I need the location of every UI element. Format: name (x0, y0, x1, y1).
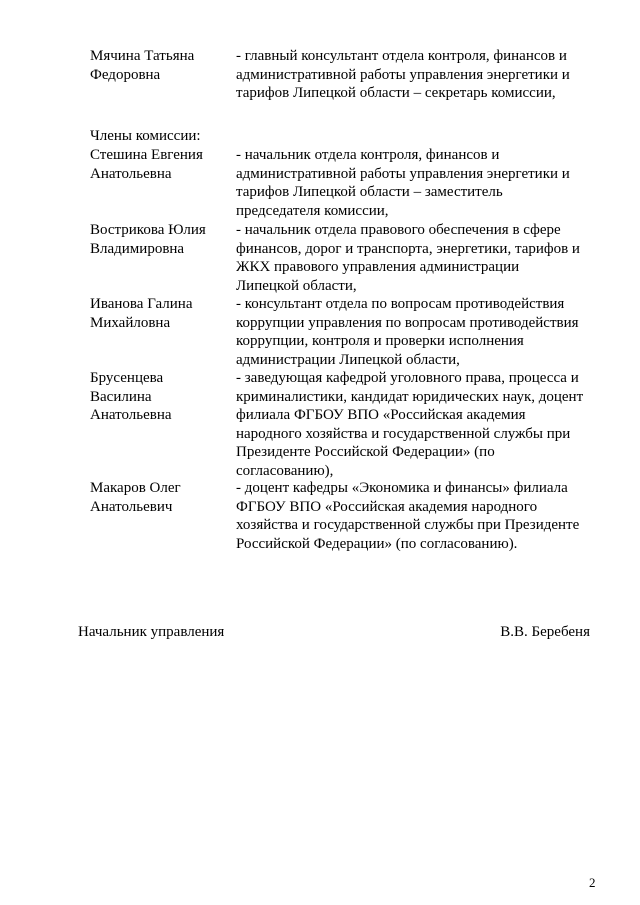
member-name: Стешина Евгения Анатольевна (90, 147, 203, 182)
members-heading: Члены комиссии: (90, 128, 201, 144)
member-role: - начальник отдела контроля, финансов и административной работы управления энергетики и тарифов Липецкой области – заместитель председателя комиссии, (236, 147, 570, 219)
member-role: - начальник отдела правового обеспечения в сфере финансов, дорог и транспорта, энергетики, тарифов и ЖКХ правового управления администрации Липецкой области, (236, 222, 580, 294)
page-number: 2 (589, 875, 596, 890)
member-name: Макаров Олег Анатольевич (90, 480, 181, 515)
signature-title: Начальник управления (78, 624, 225, 640)
member-role: - доцент кафедры «Экономика и финансы» филиала ФГБОУ ВПО «Российская академия народного хозяйства и государственной службы при Президенте Российской Федерации» (по согласованию). (236, 480, 580, 552)
secretary-name: Мячина Татьяна Федоровна (90, 48, 195, 83)
member-name: Вострикова Юлия Владимировна (90, 222, 206, 257)
member-name: Иванова Галина Михайловна (90, 296, 193, 331)
secretary-role: - главный консультант отдела контроля, финансов и административной работы управления энергетики и тарифов Липецкой области – секретарь комиссии, (236, 48, 570, 101)
signature-block (78, 623, 590, 643)
member-role: - консультант отдела по вопросам противодействия коррупции управления по вопросам противодействия коррупции, контроля и проверки исполнения администрации Липецкой области, (236, 296, 579, 368)
member-name: Брусенцева Василина Анатольевна (90, 370, 172, 423)
member-role: - заведующая кафедрой уголовного права, процесса и криминалистики, кандидат юридических наук, доцент филиала ФГБОУ ВПО «Российская академия народного хозяйства и государственной службы при Президенте Российской Федерации» (по согласованию), (236, 370, 584, 479)
signature-name: В.В. Беребеня (500, 624, 590, 640)
